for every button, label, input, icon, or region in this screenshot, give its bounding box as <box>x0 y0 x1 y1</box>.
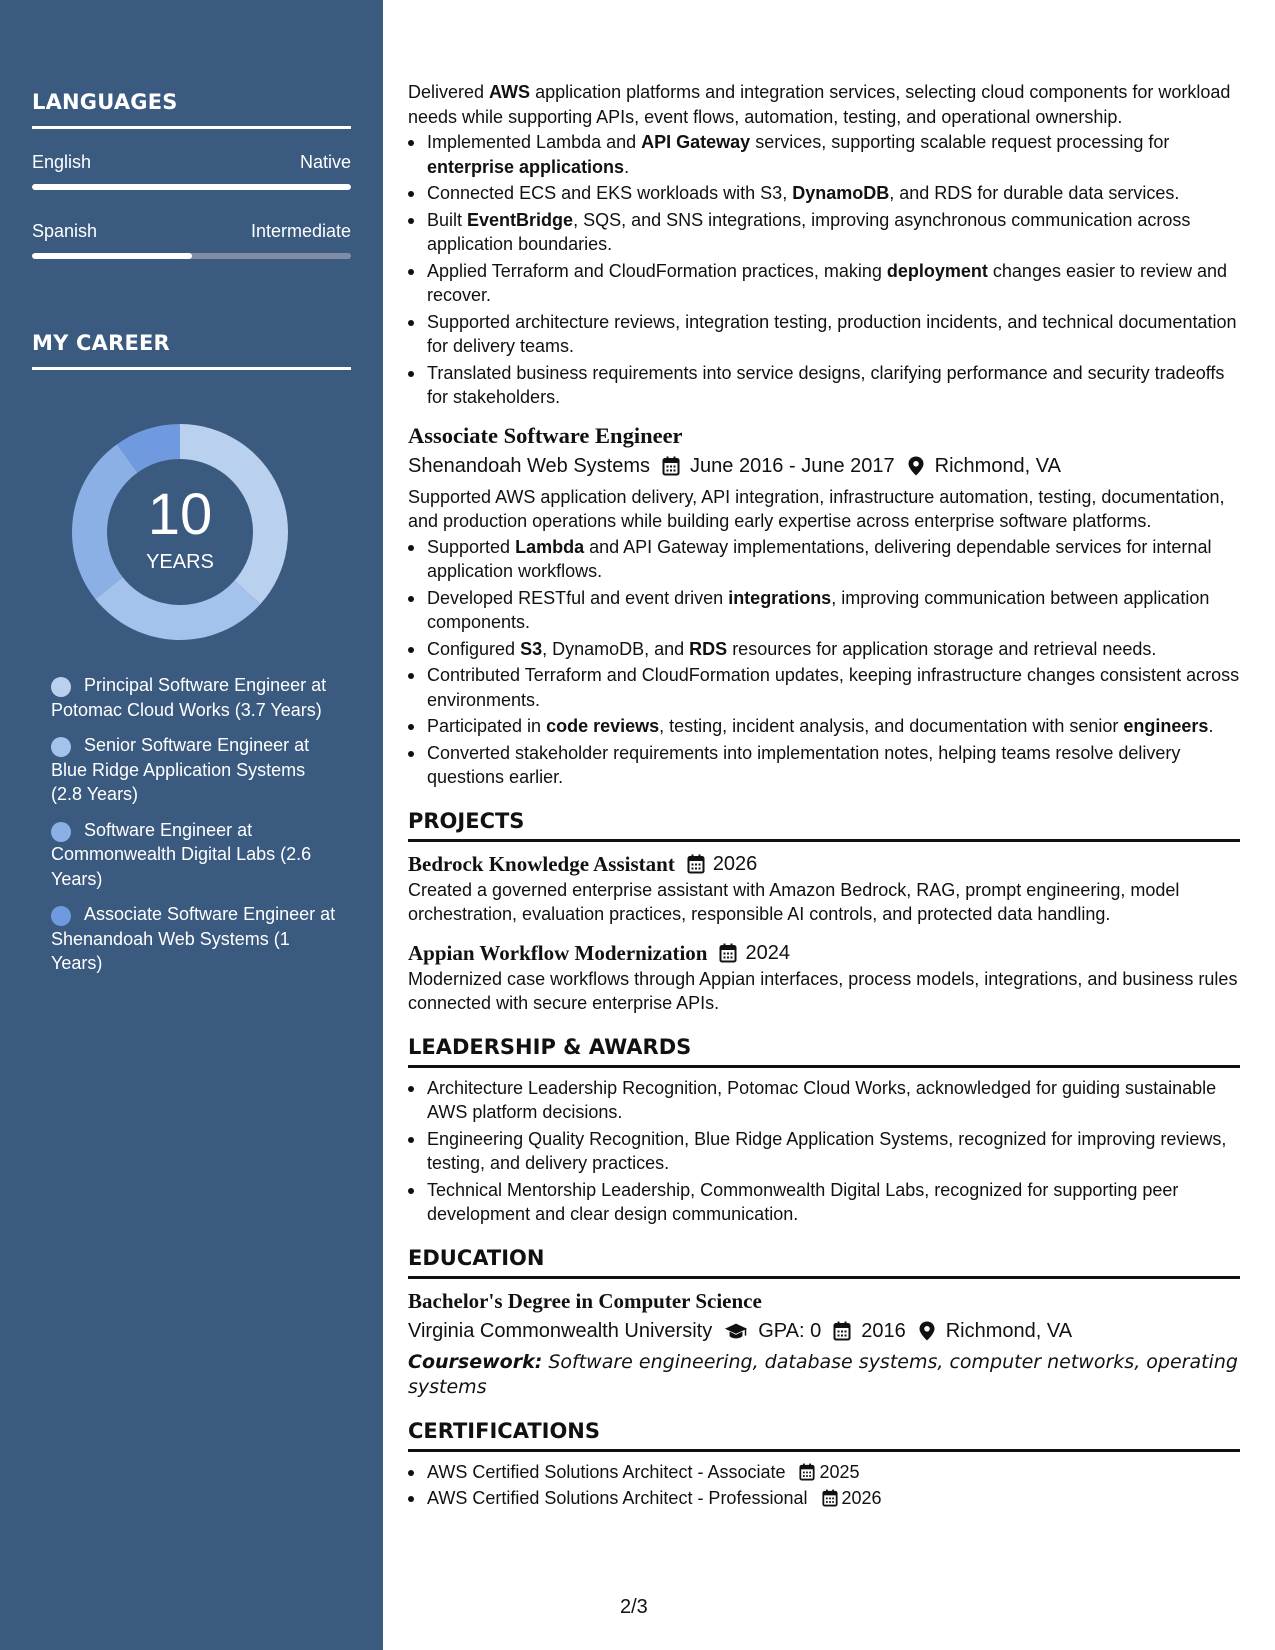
project-name: Appian Workflow Modernization <box>408 940 708 965</box>
project-name: Bedrock Knowledge Assistant <box>408 851 675 876</box>
job-location: Richmond, VA <box>934 454 1061 477</box>
project-description: Modernized case workflows through Appian interfaces, process models, integrations, and business rules connected with secure enterprise APIs. <box>408 968 1238 1013</box>
calendar-icon <box>687 854 705 874</box>
job-company: Shenandoah Web Systems <box>408 454 651 477</box>
bullet-item: Supported architecture reviews, integration testing, production incidents, and technical documentation for delivery teams. <box>408 310 1240 359</box>
bullet-item: Built EventBridge, SQS, and SNS integrations, improving asynchronous communication across application boundaries. <box>408 208 1240 257</box>
degree-title: Bachelor's Degree in Computer Science <box>408 1288 762 1313</box>
language-name: Spanish <box>32 221 98 241</box>
bullet-item: Converted stakeholder requirements into implementation notes, helping teams resolve delivery questions earlier. <box>408 741 1240 790</box>
certifications-heading: CERTIFICATIONS <box>408 1416 1240 1452</box>
project-year: 2024 <box>745 941 790 964</box>
award-item: Engineering Quality Recognition, Blue Ridge Application Systems, recognized for improving reviews, testing, and delivery practices. <box>408 1127 1240 1176</box>
coursework: Coursework: Software engineering, database systems, computer networks, operating systems <box>408 1350 1238 1398</box>
career-rule <box>32 367 351 370</box>
bullet-item: Translated business requirements into service designs, clarifying performance and security tradeoffs for stakeholders. <box>408 361 1240 410</box>
award-item: Technical Mentorship Leadership, Commonwealth Digital Labs, recognized for supporting peer development and clear design communication. <box>408 1178 1240 1227</box>
location-pin-icon <box>907 456 925 476</box>
award-item: Architecture Leadership Recognition, Potomac Cloud Works, acknowledged for guiding sustainable AWS platform decisions. <box>408 1076 1240 1125</box>
languages-heading: LANGUAGES <box>32 90 178 114</box>
certification-item <box>408 1486 1240 1511</box>
career-unit: YEARS <box>146 551 214 573</box>
language-bar-fill <box>32 184 351 190</box>
calendar-icon <box>662 456 680 476</box>
career-item-label: Senior Software Engineer at Blue Ridge Application Systems (2.8 Years) <box>51 735 310 804</box>
career-item-label: Associate Software Engineer at Shenandoah Web Systems (1 Years) <box>51 904 336 973</box>
languages-rule <box>32 126 351 129</box>
project-title <box>408 939 1240 967</box>
bullet-item: Supported Lambda and API Gateway implementations, delivering dependable services for internal application workflows. <box>408 535 1240 584</box>
job-summary: Supported AWS application delivery, API integration, infrastructure automation, testing, documentation, and production operations while building early expertise across enterprise software platforms. <box>408 486 1225 531</box>
career-dot <box>51 677 71 697</box>
career-total: 10 <box>147 482 213 547</box>
intro-bullets <box>408 130 1240 410</box>
education-meta <box>408 1316 1240 1346</box>
language-bar-english <box>32 184 351 190</box>
job-dates: June 2016 - June 2017 <box>690 454 895 477</box>
awards-heading: LEADERSHIP & AWARDS <box>408 1032 1240 1068</box>
career-heading: MY CAREER <box>32 331 170 355</box>
project-description: Created a governed enterprise assistant with Amazon Bedrock, RAG, prompt engineering, model orchestration, evaluation practices, responsible AI controls, and protected data handling. <box>408 879 1180 924</box>
bullet-item: Connected ECS and EKS workloads with S3, DynamoDB, and RDS for durable data services. <box>408 181 1240 206</box>
language-bar-spanish <box>32 253 351 259</box>
bullet-item: Configured S3, DynamoDB, and RDS resources for application storage and retrieval needs. <box>408 637 1240 662</box>
project-title <box>408 850 1240 878</box>
certification-year: 2026 <box>841 1488 882 1508</box>
education-heading: EDUCATION <box>408 1243 1240 1279</box>
awards-list <box>408 1076 1240 1227</box>
certifications-list <box>408 1460 1240 1511</box>
job-bullets <box>408 535 1240 790</box>
school-name: Virginia Commonwealth University <box>408 1319 713 1342</box>
language-spanish <box>32 221 351 242</box>
language-bar-fill <box>32 253 192 259</box>
bullet-item: Applied Terraform and CloudFormation practices, making deployment changes easier to review and recover. <box>408 259 1240 308</box>
certification-name: AWS Certified Solutions Architect - Associate <box>427 1461 786 1482</box>
intro-summary: Delivered AWS application platforms and integration services, selecting cloud components for workload needs while supporting APIs, event flows, automation, testing, and operational ownership. <box>408 82 1231 127</box>
projects-heading: PROJECTS <box>408 806 1240 842</box>
main-content <box>408 80 1240 1513</box>
bullet-item: Developed RESTful and event driven integrations, improving communication between application components. <box>408 586 1240 635</box>
career-item <box>51 902 341 976</box>
career-dot <box>51 822 71 842</box>
career-item-label: Software Engineer at Commonwealth Digital Labs (2.6 Years) <box>51 819 312 889</box>
calendar-icon <box>822 1489 838 1507</box>
sidebar <box>0 0 383 1650</box>
language-level: Native <box>299 152 351 172</box>
bullet-item: Participated in code reviews, testing, incident analysis, and documentation with senior engineers. <box>408 714 1240 739</box>
certification-name: AWS Certified Solutions Architect - Professional <box>427 1488 808 1508</box>
career-item <box>51 673 341 722</box>
job-meta <box>408 451 1240 481</box>
education-year: 2016 <box>861 1319 906 1342</box>
education-location: Richmond, VA <box>945 1319 1073 1342</box>
language-english <box>32 152 351 173</box>
gpa: GPA: 0 <box>758 1319 822 1342</box>
graduation-cap-icon <box>724 1321 748 1341</box>
career-list <box>51 673 341 987</box>
career-dot <box>51 737 71 757</box>
career-donut-chart <box>58 410 302 654</box>
career-item <box>51 733 341 807</box>
bullet-item: Contributed Terraform and CloudFormation updates, keeping infrastructure changes consistent across environments. <box>408 663 1240 712</box>
calendar-icon <box>833 1321 851 1341</box>
language-name: English <box>32 152 92 172</box>
page-number: 2/3 <box>620 1596 648 1618</box>
career-item-label: Principal Software Engineer at Potomac Cloud Works (3.7 Years) <box>51 675 327 720</box>
donut-segment-3 <box>72 444 137 599</box>
calendar-icon <box>799 1463 815 1481</box>
career-item <box>51 818 341 892</box>
bullet-item: Implemented Lambda and API Gateway services, supporting scalable request processing for enterprise applications. <box>408 130 1240 179</box>
certification-year: 2025 <box>819 1461 860 1482</box>
project-year: 2026 <box>712 852 758 875</box>
certification-item <box>408 1460 1240 1485</box>
donut-segment-2 <box>95 577 260 640</box>
calendar-icon <box>719 943 737 963</box>
language-level: Intermediate <box>250 221 351 241</box>
job-title: Associate Software Engineer <box>408 422 683 448</box>
career-dot <box>51 906 71 926</box>
location-pin-icon <box>918 1321 936 1341</box>
